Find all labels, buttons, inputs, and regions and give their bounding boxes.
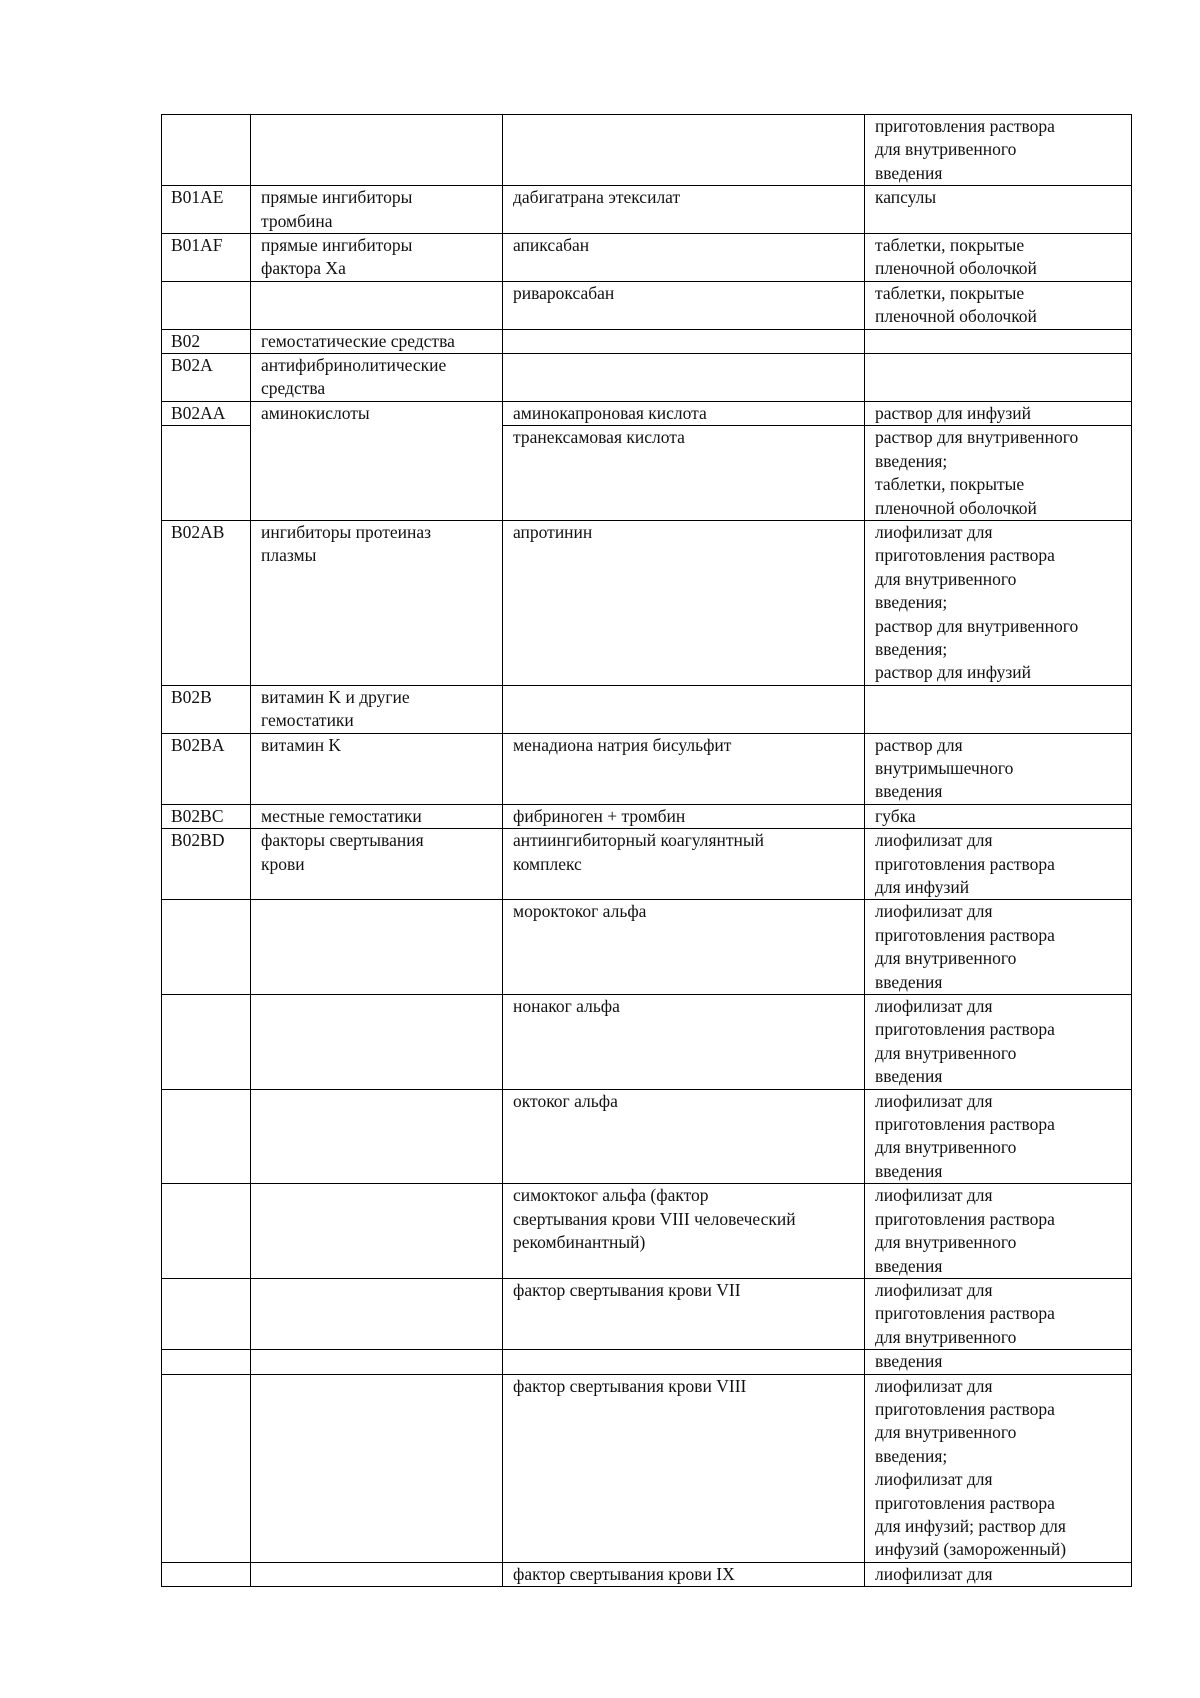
atc-code: B02AA	[162, 401, 251, 425]
atc-code	[162, 1278, 251, 1349]
drug-table	[161, 114, 1132, 1587]
group-name	[251, 1374, 503, 1562]
table-row	[162, 520, 1132, 685]
group-name	[251, 1089, 503, 1184]
drug-name: менадиона натрия бисульфит	[503, 733, 865, 804]
atc-code: B02	[162, 329, 251, 353]
dosage-form: раствор для внутривенного введения; таблетки, покрытые пленочной оболочкой	[865, 426, 1132, 521]
atc-code: B02BA	[162, 733, 251, 804]
drug-name: фактор свертывания крови IX	[503, 1562, 865, 1586]
atc-code: B01AE	[162, 186, 251, 234]
table-row	[162, 1278, 1132, 1349]
atc-code	[162, 426, 251, 521]
dosage-form	[865, 354, 1132, 402]
table-row	[162, 804, 1132, 828]
dosage-form: приготовления раствора для внутривенного введения	[865, 115, 1132, 186]
group-name: факторы свертывания крови	[251, 829, 503, 900]
drug-name	[503, 329, 865, 353]
table-row	[162, 354, 1132, 402]
dosage-form: губка	[865, 804, 1132, 828]
group-name: витамин K и другие гемостатики	[251, 685, 503, 733]
drug-name: дабигатрана этексилат	[503, 186, 865, 234]
table-row	[162, 401, 1132, 425]
table-row	[162, 995, 1132, 1090]
atc-code	[162, 1350, 251, 1374]
table-row	[162, 900, 1132, 995]
group-name: витамин K	[251, 733, 503, 804]
table-row	[162, 115, 1132, 186]
table-row	[162, 1350, 1132, 1374]
atc-code	[162, 281, 251, 329]
drug-name: фактор свертывания крови VIII	[503, 1374, 865, 1562]
atc-code: B02BC	[162, 804, 251, 828]
drug-name: октоког альфа	[503, 1089, 865, 1184]
dosage-form: лиофилизат для приготовления раствора для внутривенного введения	[865, 1184, 1132, 1279]
drug-name: транексамовая кислота	[503, 426, 865, 521]
table-row	[162, 234, 1132, 282]
drug-name: антиингибиторный коагулянтный комплекс	[503, 829, 865, 900]
group-name: прямые ингибиторы фактора Xa	[251, 234, 503, 282]
drug-name	[503, 354, 865, 402]
group-name: прямые ингибиторы тромбина	[251, 186, 503, 234]
drug-name: симоктоког альфа (фактор свертывания крови VIII человеческий рекомбинантный)	[503, 1184, 865, 1279]
atc-code: B01AF	[162, 234, 251, 282]
table-row	[162, 1562, 1132, 1586]
table-row	[162, 281, 1132, 329]
table-row	[162, 186, 1132, 234]
drug-name: ривароксабан	[503, 281, 865, 329]
dosage-form	[865, 685, 1132, 733]
dosage-form: раствор для внутримышечного введения	[865, 733, 1132, 804]
drug-name	[503, 115, 865, 186]
table-row	[162, 829, 1132, 900]
drug-name	[503, 685, 865, 733]
group-name	[251, 900, 503, 995]
table-row	[162, 1184, 1132, 1279]
group-name: местные гемостатики	[251, 804, 503, 828]
dosage-form: таблетки, покрытые пленочной оболочкой	[865, 281, 1132, 329]
dosage-form: капсулы	[865, 186, 1132, 234]
dosage-form: лиофилизат для приготовления раствора для внутривенного введения	[865, 900, 1132, 995]
group-name	[251, 1562, 503, 1586]
atc-code	[162, 1089, 251, 1184]
atc-code	[162, 995, 251, 1090]
drug-name: апиксабан	[503, 234, 865, 282]
table-row	[162, 1374, 1132, 1562]
drug-table-body	[162, 115, 1132, 1587]
atc-code	[162, 1374, 251, 1562]
atc-code	[162, 1562, 251, 1586]
atc-code: B02BD	[162, 829, 251, 900]
drug-name: аминокапроновая кислота	[503, 401, 865, 425]
table-row	[162, 1089, 1132, 1184]
atc-code: B02A	[162, 354, 251, 402]
drug-name: фибриноген + тромбин	[503, 804, 865, 828]
atc-code	[162, 115, 251, 186]
drug-name: фактор свертывания крови VII	[503, 1278, 865, 1349]
drug-name	[503, 1350, 865, 1374]
group-name	[251, 115, 503, 186]
atc-code	[162, 900, 251, 995]
group-name: аминокислоты	[251, 401, 503, 520]
dosage-form	[865, 329, 1132, 353]
dosage-form: лиофилизат для приготовления раствора для внутривенного введения	[865, 1089, 1132, 1184]
table-row	[162, 329, 1132, 353]
group-name: гемостатические средства	[251, 329, 503, 353]
drug-name: мороктоког альфа	[503, 900, 865, 995]
table-row	[162, 733, 1132, 804]
dosage-form: введения	[865, 1350, 1132, 1374]
dosage-form: таблетки, покрытые пленочной оболочкой	[865, 234, 1132, 282]
dosage-form: лиофилизат для	[865, 1562, 1132, 1586]
dosage-form: лиофилизат для приготовления раствора для внутривенного введения; раствор для внутривенного введения; раствор для инфузий	[865, 520, 1132, 685]
atc-code	[162, 1184, 251, 1279]
dosage-form: лиофилизат для приготовления раствора для внутривенного введения; лиофилизат для приготовления раствора для инфузий; раствор для инфузий (замороженный)	[865, 1374, 1132, 1562]
drug-name: апротинин	[503, 520, 865, 685]
group-name: антифибринолитические средства	[251, 354, 503, 402]
dosage-form: лиофилизат для приготовления раствора для внутривенного	[865, 1278, 1132, 1349]
atc-code: B02B	[162, 685, 251, 733]
group-name	[251, 995, 503, 1090]
dosage-form: раствор для инфузий	[865, 401, 1132, 425]
drug-name: нонаког альфа	[503, 995, 865, 1090]
atc-code: B02AB	[162, 520, 251, 685]
group-name	[251, 281, 503, 329]
group-name	[251, 1350, 503, 1374]
group-name: ингибиторы протеиназ плазмы	[251, 520, 503, 685]
dosage-form: лиофилизат для приготовления раствора для внутривенного введения	[865, 995, 1132, 1090]
dosage-form: лиофилизат для приготовления раствора для инфузий	[865, 829, 1132, 900]
group-name	[251, 1278, 503, 1349]
table-row	[162, 685, 1132, 733]
group-name	[251, 1184, 503, 1279]
